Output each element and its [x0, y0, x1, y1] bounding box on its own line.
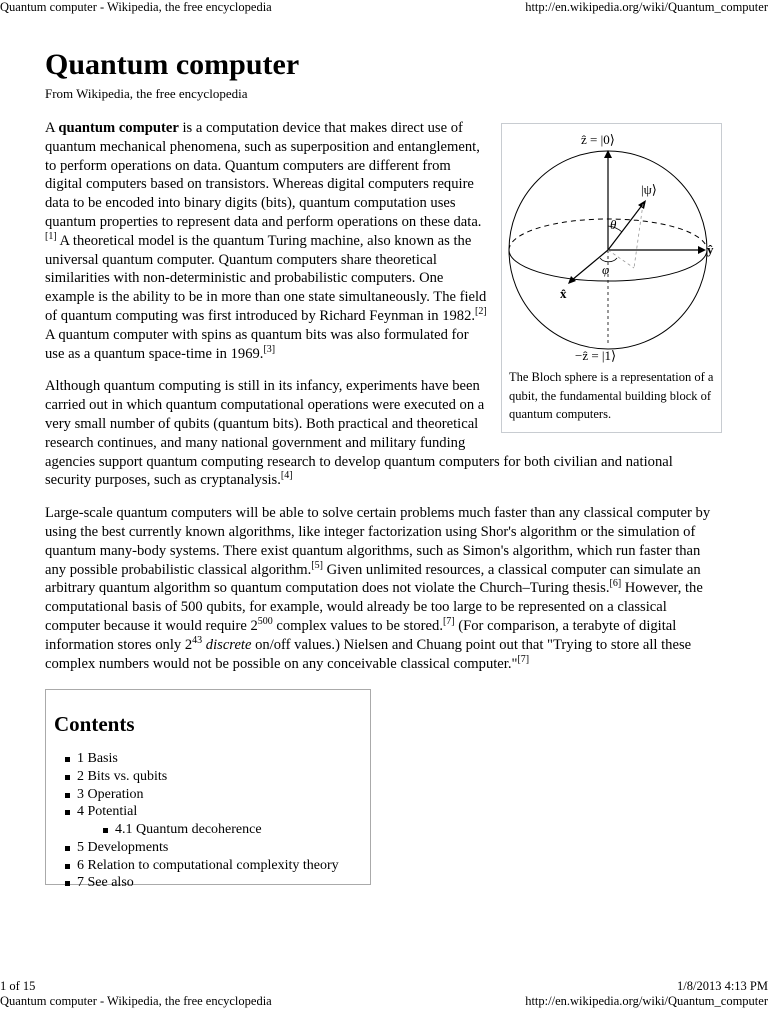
x-axis-label: x̂ [560, 286, 567, 301]
y-axis-label: ŷ [707, 242, 714, 257]
bloch-sphere-diagram[interactable] [505, 128, 718, 366]
print-footer-title: Quantum computer - Wikipedia, the free encyclopedia [0, 994, 272, 1008]
z-top-label: ẑ = |0⟩ [581, 132, 615, 147]
toc-item-basis[interactable]: 1 Basis [77, 750, 370, 768]
bloch-sphere-figure [501, 123, 722, 433]
figure-caption: The Bloch sphere is a representation of a qubit, the fundamental building block of quantum computers. [509, 370, 714, 421]
print-header-url[interactable]: http://en.wikipedia.org/wiki/Quantum_computer [525, 0, 768, 14]
print-header-title: Quantum computer - Wikipedia, the free encyclopedia [0, 0, 272, 14]
toc-item-see-also[interactable]: 7 See also [77, 874, 370, 892]
reference-link[interactable]: [2] [475, 306, 487, 318]
z-bottom-label: −ẑ = |1⟩ [575, 348, 617, 363]
reference-link[interactable]: [3] [263, 343, 276, 355]
psi-label: |ψ⟩ [641, 182, 657, 197]
phi-label: φ [602, 262, 610, 277]
paragraph-scale: Large-scale quantum computers will be able to solve certain problems much faster than any classical computer by using the best currently known algorithms, like integer factorization using Shor's algorithm or the simulation of quantum many-body systems. There exist quantum algorithms, such as Simon's algorithm, which run faster than any possible probabilistic classical algorithm.[5] Given unlimited resources, a classical computer can simulate an arbitrary quantum algorithm so quantum computation does not violate the Church–Turing thesis.[6] However, the computational basis of 500 qubits, for example, would already be too large to be represented on a classical computer because it would require $2^{500}$ complex values to be stored.[7] (For comparison, a terabyte of digital information stores only $2^{43}$ discrete on/off values.) Nielsen and Chuang point out that "Trying to store all these complex numbers would not be possible on any conceivable classical computer."[7] [45, 505, 711, 672]
toc-item-quantum-decoherence[interactable]: 4.1 Quantum decoherence [77, 821, 370, 839]
print-footer-page: 1 of 15 [0, 979, 36, 993]
toc-item-complexity-theory[interactable]: 6 Relation to computational complexity theory [77, 857, 370, 875]
toc-item-developments[interactable]: 5 Developments [77, 839, 370, 857]
print-footer-url[interactable]: http://en.wikipedia.org/wiki/Quantum_computer [525, 994, 768, 1008]
page-subtitle: From Wikipedia, the free encyclopedia [45, 86, 248, 101]
theta-label: θ [610, 217, 617, 232]
exponent: 43 [192, 634, 203, 646]
term-quantum-computer: quantum computer [58, 120, 179, 136]
exponent: 500 [257, 616, 273, 628]
page-title: Quantum computer [45, 48, 300, 81]
toc-item-operation[interactable]: 3 Operation [77, 786, 370, 804]
paragraph-intro: A quantum computer is a computation device that makes direct use of quantum mechanical phenomena, such as superposition and entanglement, to perform operations on data. Quantum computers are different from digital computers based on transistors. Whereas digital computers require data to be encoded into binary digits (bits), quantum computation uses quantum properties to represent data and perform operations on these data.[1] A theoretical model is the quantum Turing machine, also known as the universal quantum computer. Quantum computers share theoretical similarities with non-deterministic and probabilistic computers. One example is the ability to be in more than one state simultaneously. The field of quantum computing was first introduced by Richard Feynman in 1982.[2] A quantum computer with spins as quantum bits was also formulated for use as a quantum space-time in 1969.[3] [45, 120, 487, 362]
reference-link[interactable]: [5] [311, 559, 323, 571]
print-footer-datetime: 1/8/2013 4:13 PM [677, 979, 768, 993]
reference-link[interactable]: [7] [517, 653, 530, 665]
toc-item-bits-vs-qubits[interactable]: 2 Bits vs. qubits [77, 768, 370, 786]
toc-list [54, 750, 370, 892]
paragraph-research: Although quantum computing is still in its infancy, experiments have been carried out in which quantum computational operations were executed on a very small number of qubits (quantum bits). Both practical and theoretical research continues, and many national government and military funding agencies support quantum computing research to develop quantum computers for both civilian and national security purposes, such as cryptanalysis.[4] [45, 378, 673, 489]
toc-item-potential[interactable]: 4 Potential [77, 803, 370, 821]
reference-link[interactable]: [7] [442, 616, 455, 628]
reference-link[interactable]: [1] [45, 230, 57, 242]
reference-link[interactable]: [6] [609, 578, 622, 590]
article [45, 48, 722, 891]
toc-title: Contents [54, 712, 135, 737]
table-of-contents [45, 689, 371, 891]
reference-link[interactable]: [4] [280, 470, 293, 482]
